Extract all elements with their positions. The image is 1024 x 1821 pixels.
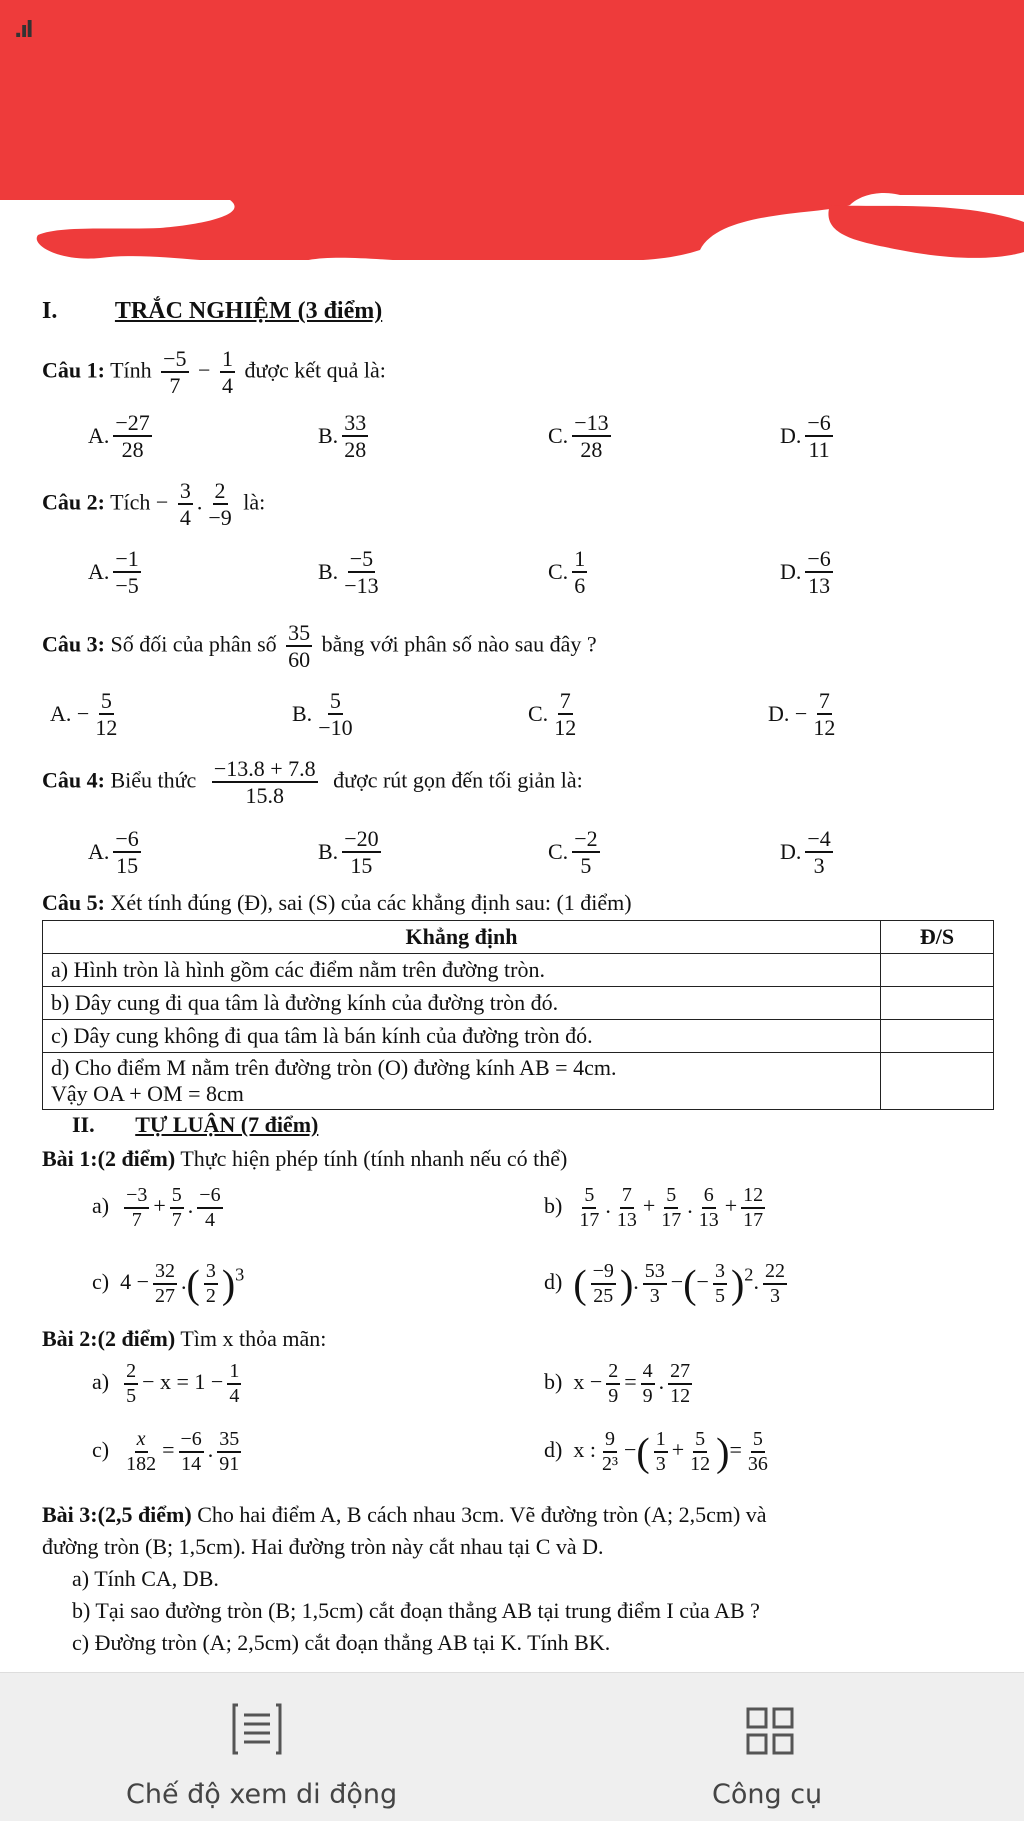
q4-option-a: A. $\frac{-6}{15}$ bbox=[88, 826, 139, 879]
table-row: b) Dây cung đi qua tâm là đường kính của đường tròn đó. bbox=[43, 987, 994, 1020]
answer-cell[interactable] bbox=[881, 987, 994, 1020]
question-2-lead: Tích bbox=[110, 489, 151, 515]
q3-option-a: A. − $\frac{5}{12}$ bbox=[50, 688, 118, 741]
q3-option-b: B. $\frac{5}{-10}$ bbox=[292, 688, 353, 741]
question-1-tail: được kết quả là: bbox=[244, 357, 386, 383]
question-2: Câu 2: Tích − $\frac{3}{4}$ . $\frac{2}{-9}$ là: bbox=[42, 478, 266, 531]
q1-option-b: B. $\frac{33}{28}$ bbox=[318, 410, 367, 463]
mobile-view-button[interactable] bbox=[0, 1673, 512, 1821]
q3-option-d: D. − $\frac{7}{12}$ bbox=[768, 688, 836, 741]
question-5 bbox=[42, 890, 632, 916]
q2-option-a: A. $\frac{-1}{-5}$ bbox=[88, 546, 139, 599]
question-2-tail: là: bbox=[243, 489, 266, 515]
answer-cell[interactable] bbox=[881, 1053, 994, 1110]
table-row: d) Cho điểm M nằm trên đường tròn (O) đường kính AB = 4cm. Vậy OA + OM = 8cm bbox=[43, 1053, 994, 1110]
question-4-label: Câu 4: bbox=[42, 767, 105, 793]
q2-fraction-2: $\frac{2}{-9}$ bbox=[208, 478, 232, 531]
table-row: a) Hình tròn là hình gồm các điểm nằm trên đường tròn. bbox=[43, 954, 994, 987]
answer-cell[interactable] bbox=[881, 1020, 994, 1053]
question-4-tail: được rút gọn đến tối giản là: bbox=[333, 767, 583, 793]
section-1-roman: I. bbox=[42, 298, 58, 324]
question-4-lead: Biểu thức bbox=[110, 767, 197, 793]
bai-1-label: Bài 1:(2 điểm) bbox=[42, 1146, 176, 1171]
bai-1-text: Thực hiện phép tính (tính nhanh nếu có thể) bbox=[180, 1146, 568, 1171]
q1-option-d: D. $\frac{-6}{11}$ bbox=[780, 410, 831, 463]
section-1-heading bbox=[42, 298, 382, 325]
bai-3-line-2: đường tròn (B; 1,5cm). Hai đường tròn này cắt nhau tại C và D. bbox=[42, 1534, 604, 1559]
bai-3-label: Bài 3:(2,5 điểm) bbox=[42, 1502, 192, 1527]
question-3-label: Câu 3: bbox=[42, 631, 105, 657]
bai-2-c: c) $\frac{x}{182}$ = $\frac{-6}{14}$ . $\frac{35}{91}$ bbox=[92, 1428, 240, 1475]
question-1 bbox=[42, 346, 386, 399]
q1-operator: − bbox=[198, 357, 211, 383]
q2-option-d: D. $\frac{-6}{13}$ bbox=[780, 546, 831, 599]
q1-option-c: C. $\frac{-13}{28}$ bbox=[548, 410, 609, 463]
bai-2 bbox=[42, 1326, 326, 1352]
grid-tools-icon bbox=[746, 1707, 794, 1755]
section-2-heading: II. TỰ LUẬN (7 điểm) bbox=[72, 1112, 319, 1137]
q3-fraction: $\frac{35}{60}$ bbox=[288, 620, 311, 673]
q1-fraction-2: $\frac{1}{4}$ bbox=[221, 346, 233, 399]
bai-3-line-1: Cho hai điểm A, B cách nhau 3cm. Vẽ đường tròn (A; 2,5cm) và bbox=[197, 1502, 767, 1527]
document-view-icon bbox=[232, 1703, 282, 1755]
bai-3 bbox=[42, 1502, 767, 1528]
q4-option-b: B. $\frac{-20}{15}$ bbox=[318, 826, 379, 879]
bai-1-c: c) 4 − $\frac{32}{27}$ .( $\frac{3}{2}$ )$^3$ bbox=[92, 1260, 245, 1307]
q1-option-a: A. $\frac{-27}{28}$ bbox=[88, 410, 150, 463]
header-answer: Đ/S bbox=[881, 921, 994, 954]
q2-option-c: C. $\frac{1}{6}$ bbox=[548, 546, 586, 599]
table-row: c) Dây cung không đi qua tâm là bán kính của đường tròn đó. bbox=[43, 1020, 994, 1053]
bai-3-item-a: a) Tính CA, DB. bbox=[72, 1566, 219, 1591]
section-2-title: TỰ LUẬN (7 điểm) bbox=[135, 1112, 319, 1137]
signal-strength-icon: .ıl bbox=[14, 18, 32, 43]
question-1-lead: Tính bbox=[110, 357, 152, 383]
question-3-lead: Số đối của phân số bbox=[110, 631, 277, 657]
bottom-toolbar bbox=[0, 1672, 1024, 1821]
bai-1-a: a) $\frac{-3}{7}$ + $\frac{5}{7}$ . $\frac{-6}{4}$ bbox=[92, 1184, 221, 1231]
q3-option-c: C. $\frac{7}{12}$ bbox=[528, 688, 577, 741]
question-3-tail: bằng với phân số nào sau đây ? bbox=[321, 631, 597, 657]
q1-fraction-1: $\frac{-5}{7}$ bbox=[163, 346, 187, 399]
bai-3-item-c: c) Đường tròn (A; 2,5cm) cắt đoạn thẳng AB tại K. Tính BK. bbox=[72, 1630, 611, 1655]
q4-option-d: D. $\frac{-4}{3}$ bbox=[780, 826, 831, 879]
answer-cell[interactable] bbox=[881, 954, 994, 987]
q2-fraction-1: $\frac{3}{4}$ bbox=[179, 478, 191, 531]
q2-option-b: B. $\frac{-5}{-13}$ bbox=[318, 546, 379, 599]
question-2-label: Câu 2: bbox=[42, 489, 105, 515]
bai-2-text: Tìm x thỏa mãn: bbox=[180, 1326, 327, 1351]
bai-1 bbox=[42, 1146, 567, 1172]
q4-fraction: $\frac{-13.8 + 7.8}{15.8}$ bbox=[213, 756, 316, 809]
bai-2-d: d) x : $\frac{9}{\text{2³}}$ −( $\frac{1}{3}$ + $\frac{5}{12}$ )= $\frac{5}{36}$ bbox=[544, 1428, 768, 1475]
q4-option-c: C. $\frac{-2}{5}$ bbox=[548, 826, 598, 879]
bai-2-a: a) $\frac{2}{5}$ − x = 1 − $\frac{1}{4}$ bbox=[92, 1360, 240, 1407]
bai-2-b: b) x − $\frac{2}{9}$ = $\frac{4}{9}$ . $\frac{27}{12}$ bbox=[544, 1360, 691, 1407]
bai-2-label: Bài 2:(2 điểm) bbox=[42, 1326, 176, 1351]
section-1-title: TRẮC NGHIỆM (3 điểm) bbox=[114, 298, 383, 324]
mobile-view-label: Chế độ xem di động bbox=[126, 1779, 398, 1810]
question-4 bbox=[42, 756, 583, 809]
tools-label: Công cụ bbox=[712, 1779, 823, 1810]
table-header-row bbox=[43, 921, 994, 954]
bai-1-d: d) ( $\frac{-9}{25}$ ). $\frac{53}{3}$ −(− $\frac{3}{5}$ )$^2$. $\frac{22}{3}$ bbox=[544, 1260, 785, 1307]
header-statement: Khẳng định bbox=[43, 921, 881, 954]
question-5-label: Câu 5: bbox=[42, 890, 105, 915]
bai-1-b: b) $\frac{5}{17}$ . $\frac{7}{13}$ + $\frac{5}{17}$ . $\frac{6}{13}$ + $\frac{12}{17}$ bbox=[544, 1184, 764, 1231]
question-3 bbox=[42, 620, 597, 673]
bai-3-item-b: b) Tại sao đường tròn (B; 1,5cm) cắt đoạn thẳng AB tại trung điểm I của AB ? bbox=[72, 1598, 760, 1623]
true-false-table bbox=[42, 920, 994, 1110]
tools-button[interactable] bbox=[512, 1673, 1024, 1821]
question-5-text: Xét tính đúng (Đ), sai (S) của các khẳng định sau: (1 điểm) bbox=[110, 890, 632, 915]
question-1-label: Câu 1: bbox=[42, 357, 105, 383]
